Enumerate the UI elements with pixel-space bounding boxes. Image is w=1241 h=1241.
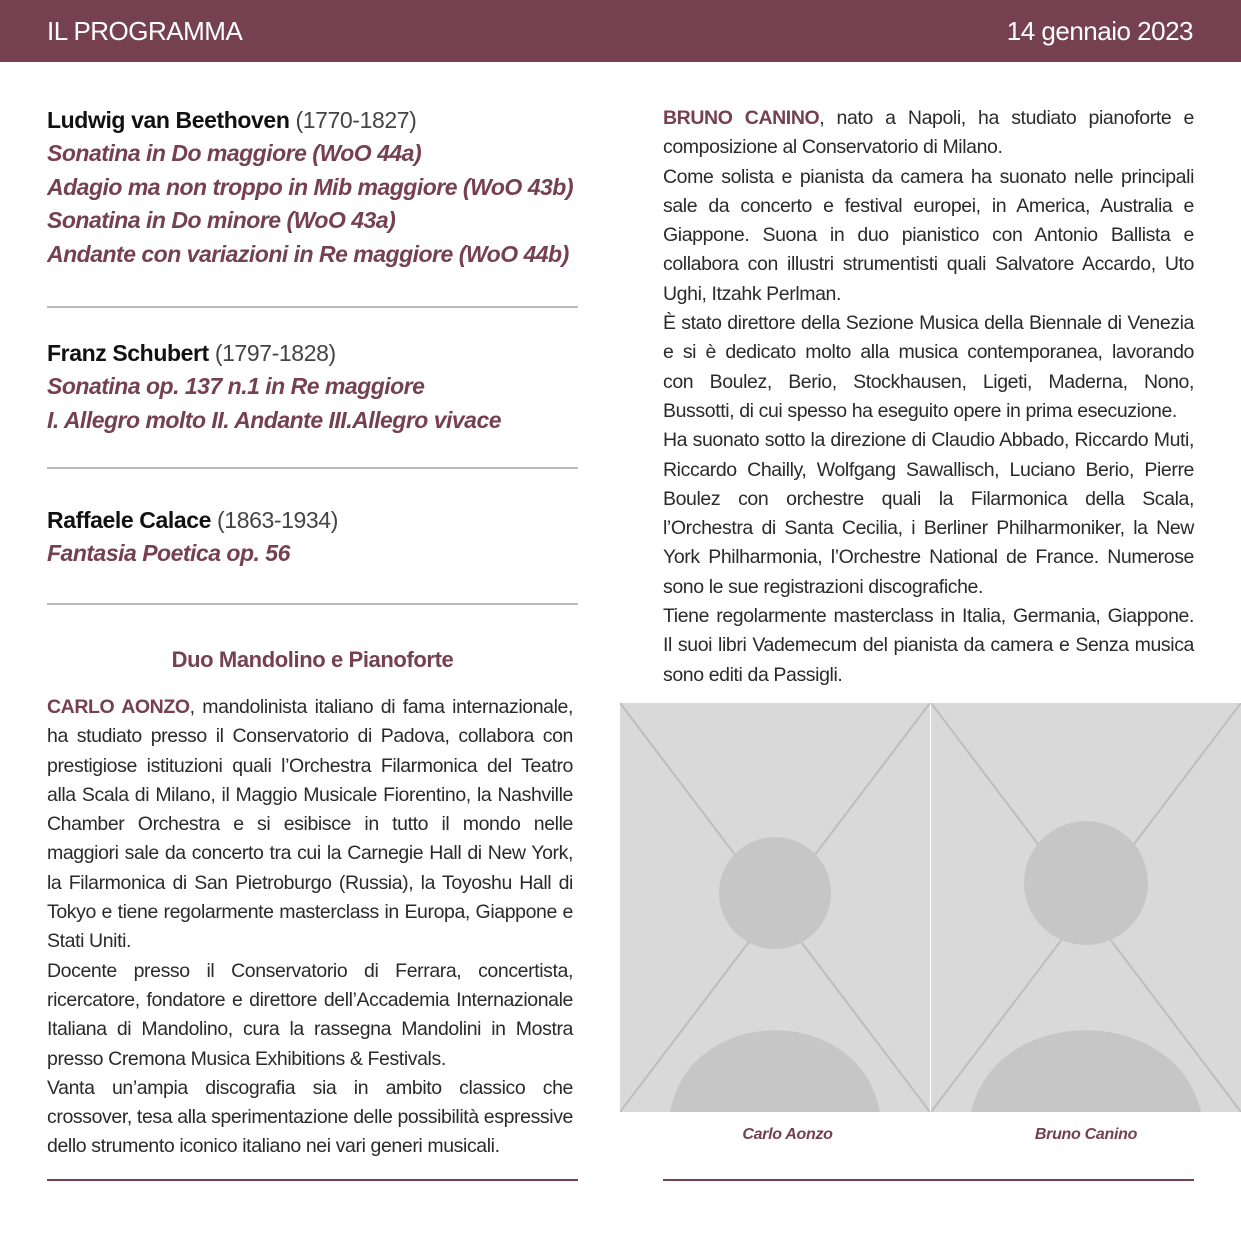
photo-carlo-aonzo [620, 703, 930, 1112]
bio-name: BRUNO CANINO [663, 107, 820, 129]
composer-line [47, 337, 587, 370]
caption-aonzo: Carlo Aonzo [742, 1126, 833, 1143]
bio-paragraph: Vanta un’ampia discografia sia in ambito classico che crossover, tesa alla sperimentazione delle possibilità espressive dello strumento iconico italiano nei vari generi musicali. [47, 1076, 573, 1158]
work-title: Sonatina in Do maggiore (WoO 44a) [47, 140, 422, 166]
program-beethoven [47, 104, 587, 271]
composer-name: Franz Schubert [47, 340, 209, 366]
work-title: Andante con variazioni in Re maggiore (WoO 44b) [47, 240, 569, 267]
composer-line [47, 504, 587, 537]
header-bar [0, 0, 1241, 62]
caption-canino: Bruno Canino [1034, 1126, 1138, 1143]
header-date: 14 gennaio 2023 [1006, 16, 1193, 46]
composer-line [47, 104, 587, 137]
work-title: Sonatina op. 137 n.1 in Re maggiore [47, 373, 425, 399]
composer-name: Raffaele Calace [47, 507, 212, 533]
header-title: IL PROGRAMMA [47, 16, 243, 46]
composer-dates: (1797-1828) [214, 340, 336, 366]
bio-paragraph: È stato direttore della Sezione Musica della Biennale di Venezia e si è dedicato molto alla musica contemporanea, lavorando con Boulez, Berio, Stockhausen, Ligeti, Maderna, Nono, Bussotti, di cui spesso ha eseguito opere in prima esecuzione. [663, 312, 1194, 422]
bio-paragraph: Ha suonato sotto la direzione di Claudio Abbado, Riccardo Muti, Riccardo Chailly, Wolfgang Sawallisch, Luciano Berio, Pierre Boulez con orchestre quali la Filarmonica della Scala, l’Orchestra di Santa Cecilia, i Berliner Philharmoniker, la New York Philharmonia, l’Orchestre National de France. Numerose sono le sue registrazioni discografiche. [663, 429, 1194, 598]
bio-text: , mandolinista italiano di fama internazionale, ha studiato presso il Conservatorio di Padova, collabora con prestigiose istituzioni quali l’Orchestra Filarmonica del Teatro alla Scala di Milano, il Maggio Musicale Fiorentino, la Nashville Chamber Orchestra e si esibisce in tutto il mondo nelle maggiori sale da concerto tra cui la Carnegie Hall di New York, la Filarmonica di San Pietroburgo (Russia), la Toyoshu Hall di Tokyo e tiene regolarmente masterclass in Europa, Giappone e Stati Uniti. [47, 696, 573, 953]
bio-paragraph: Come solista e pianista da camera ha suonato nelle principali sale da concerto e festival europei, in America, Australia e Giappone. Suona in duo pianistico con Antonio Ballista e collabora con illustri strumentisti quali Salvatore Accardo, Uto Ughi, Itzahk Perlman. [663, 165, 1194, 305]
composer-dates: (1770-1827) [295, 107, 417, 133]
program-schubert [47, 337, 587, 437]
work-title: Adagio ma non troppo in Mib maggiore (WoO 43b) [47, 173, 574, 200]
section-divider [47, 467, 578, 469]
section-divider [47, 306, 578, 308]
portrait-placeholder-icon [620, 703, 930, 1112]
bio-aonzo [47, 693, 573, 1162]
photo-bruno-canino [931, 703, 1241, 1112]
composer-name: Ludwig van Beethoven [47, 107, 290, 133]
bio-text: , nato a Napoli, ha studiato pianoforte e composizione al Conservatorio di Milano. [663, 107, 1194, 159]
bio-canino [663, 104, 1194, 690]
work-title: Sonatina in Do minore (WoO 43a) [47, 207, 396, 233]
footer-rule-right [663, 1179, 1194, 1181]
bio-paragraph: Tiene regolarmente masterclass in Italia, Germania, Giappone. Il suoi libri Vademecum del pianista da camera e Senza musica sono editi da Passigli. [663, 605, 1194, 686]
section-divider [47, 603, 578, 605]
duo-title: Duo Mandolino e Pianoforte [171, 647, 454, 672]
bio-paragraph: Docente presso il Conservatorio di Ferrara, concertista, ricercatore, fondatore e direttore dell’Accademia Internazionale Italiana di Mandolino, cura la rassegna Mandolini in Mostra presso Cremona Musica Exhibitions & Festivals. [47, 959, 573, 1070]
portrait-placeholder-icon [931, 703, 1241, 1112]
bio-name: CARLO AONZO [47, 696, 190, 718]
bio-paragraph [663, 104, 1194, 163]
composer-dates: (1863-1934) [217, 507, 338, 533]
work-title: I. Allegro molto II. Andante III.Allegro vivace [47, 406, 502, 433]
footer-rule-left [47, 1179, 578, 1181]
work-title: Fantasia Poetica op. 56 [47, 540, 290, 566]
bio-paragraph [47, 693, 573, 957]
program-calace [47, 504, 587, 571]
